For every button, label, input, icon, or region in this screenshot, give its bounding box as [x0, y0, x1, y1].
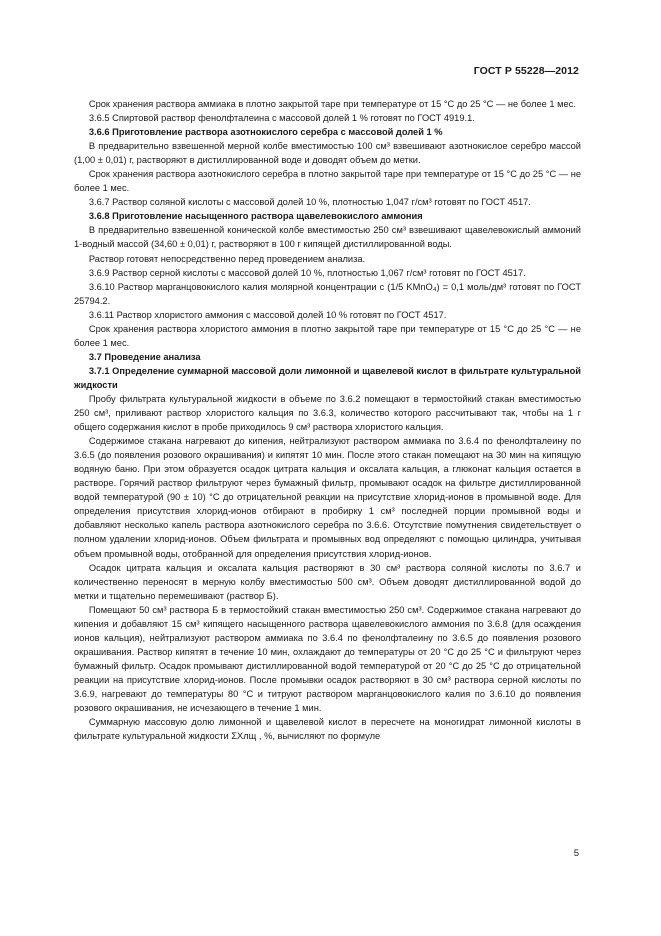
paragraph: Помещают 50 см³ раствора Б в термостойкий стакан вместимостью 250 см³. Содержимое стакана нагревают до кипения и добавляют 15 см³ кипящего насыщенного раствора щавелевокислого аммония по 3.6.8 (для осаждения ионов кальция), нейтрализуют раствором аммиака по 3.6.4 по фенолфталеину по 3.6.5 до появления розового окрашивания. Раствор кипятят в течение 10 мин, охлаждают до температуры от 20 °С до 25 °С и фильтруют через бумажный фильтр. Осадок промывают дистиллированной водой температурой от 20 °С до 25 °С до отрицательной реакции на присутствие хлорид-ионов. После промывки осадок растворяют в 30 см³ раствора серной кислоты по 3.6.9, нагревают до температуры 80 °С и титруют раствором марганцовокислого калия по 3.6.10 до появления розового окрашивания, не исчезающего в течение 1 мин. — [74, 604, 581, 714]
paragraph: Суммарную массовую долю лимонной и щавелевой кислот в пересчете на моногидрат лимонной кислоты в фильтрате культуральной жидкости ΣXлщ , %, вычисляют по формуле — [74, 717, 581, 742]
paragraph: В предварительно взвешенной конической колбе вместимостью 250 см³ взвешивают щавелевокислый аммоний 1-водный массой (34,60 ± 0,01) г, растворяют в 100 г кипящей дистиллированной воды. — [74, 225, 581, 250]
paragraph: Содержимое стакана нагревают до кипения, нейтрализуют раствором аммиака по 3.6.4 по фенолфталеину по 3.6.5 (до появления розового окрашивания) и кипятят 10 мин. После этого стакан помещают на 30 мин на кипящую водяную баню. При этом образуется осадок цитрата кальция и оксалата кальция, а глюконат кальция остается в растворе. Горячий раствор фильтруют через бумажный фильтр, промывают осадок на фильтре дистиллированной водой температурой (90 ± 10) °С до отрицательной реакции на присутствие хлорид-ионов в промывной воде. Для определения присутствия хлорид-ионов отбирают в пробирку 1 см³ последней порции промывной воды и добавляют несколько капель раствора азотнокислого серебра по 3.6.6. Отсутствие помутнения свидетельствует о полном удалении хлорид-ионов. Объем фильтрата и промывных вод определяют с помощью цилиндра, учитывая объем промывной воды, отобранной для определения присутствия хлорид-ионов. — [74, 436, 581, 559]
section-heading: 3.6.8 Приготовление насыщенного раствора щавелевокислого аммония — [88, 211, 423, 222]
document-body — [74, 97, 581, 743]
section-heading: 3.7 Проведение анализа — [88, 351, 201, 362]
paragraph: 3.6.9 Раствор серной кислоты с массовой долей 10 %, плотностью 1,067 г/см³ готовят по ГОСТ 4517. — [88, 267, 526, 278]
section-heading: 3.7.1 Определение суммарной массовой доли лимонной и щавелевой кислот в фильтрате культуральной жидкости — [74, 365, 581, 390]
paragraph: Срок хранения раствора аммиака в плотно закрытой таре при температуре от 15 °С до 25 °С — не более 1 мес. — [88, 99, 576, 109]
document-header: ГОСТ Р 55228—2012 — [473, 65, 579, 77]
paragraph: Осадок цитрата кальция и оксалата кальция растворяют в 30 см³ раствора соляной кислоты по 3.6.7 и количественно переносят в мерную колбу вместимостью 500 см³. Объем доводят дистиллированной водой до метки и тщательно перемешивают (раствор Б). — [74, 562, 581, 601]
paragraph: Срок хранения раствора хлористого аммония в плотно закрытой таре при температуре от 15 °С до 25 °С — не более 1 мес. — [74, 323, 581, 348]
paragraph: В предварительно взвешенной мерной колбе вместимостью 100 см³ взвешивают азотнокислое серебро массой (1,00 ± 0,01) г, растворяют в дистиллированной воде и доводят объем до метки. — [74, 141, 581, 166]
paragraph: 3.6.11 Раствор хлористого аммония с массовой долей 10 % готовят по ГОСТ 4517. — [88, 309, 447, 320]
page-number: 5 — [573, 848, 579, 859]
paragraph: Срок хранения раствора азотнокислого серебра в плотно закрытой таре при температуре от 15 °С до 25 °С — не более 1 мес. — [74, 169, 581, 194]
paragraph: Раствор готовят непосредственно перед проведением анализа. — [88, 253, 366, 264]
section-heading: 3.6.6 Приготовление раствора азотнокислого серебра с массовой долей 1 % — [88, 127, 443, 138]
paragraph: 3.6.10 Раствор марганцовокислого калия молярной концентрации с (1/5 KMnO₄) = 0,1 моль/дм³ готовят по ГОСТ 25794.2. — [74, 281, 581, 306]
paragraph: 3.6.5 Спиртовой раствор фенолфталеина с массовой долей 1 % готовят по ГОСТ 4919.1. — [88, 113, 475, 124]
paragraph: 3.6.7 Раствор соляной кислоты с массовой долей 10 %, плотностью 1,047 г/см³ готовят по ГОСТ 4517. — [88, 197, 531, 208]
paragraph: Пробу фильтрата культуральной жидкости в объеме по 3.6.2 помещают в термостойкий стакан вместимостью 250 см³, приливают раствор хлористого кальция по 3.6.3, количество которого рассчитывают так, чтобы на 1 г общего содержания кислот в пробе приходилось 9 см³ раствора хлористого кальция. — [74, 393, 581, 433]
